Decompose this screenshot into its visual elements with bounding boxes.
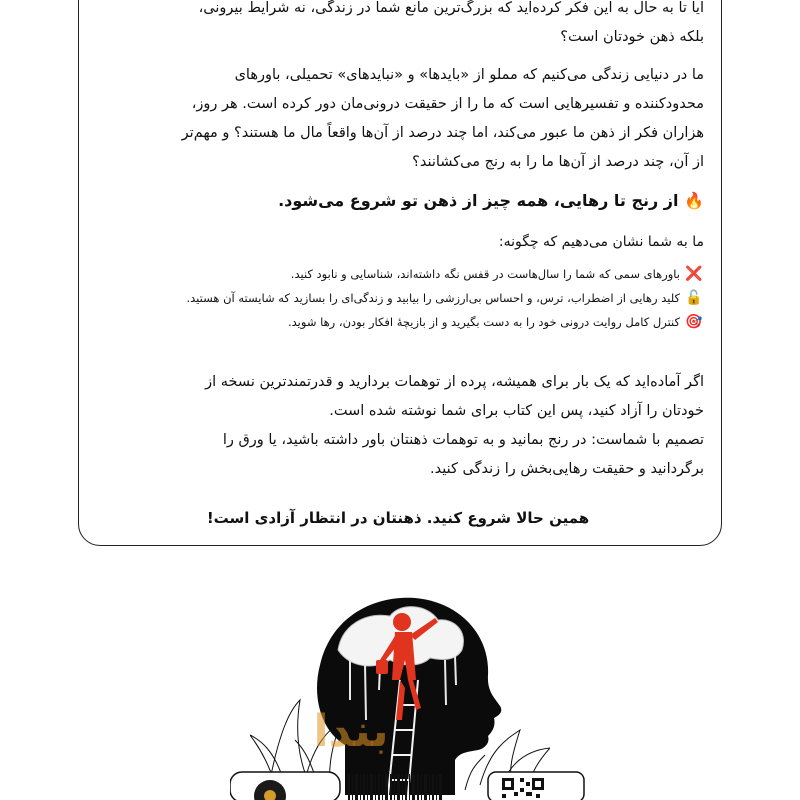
- brand-watermark: ﺑﻨﺪﺍ: [313, 706, 389, 757]
- cross-mark-icon: ❌: [685, 266, 703, 282]
- section-heading: [92, 191, 704, 210]
- list-lead: ما به شما نشان می‌دهیم که چگونه:: [498, 234, 704, 250]
- unlock-icon: 🔓: [685, 290, 703, 306]
- list-item: [92, 262, 704, 286]
- barcode-icon: [348, 774, 442, 800]
- target-icon: 🎯: [685, 314, 703, 330]
- intro-line: بلکه ذهن خودتان است؟: [560, 29, 704, 45]
- list-item: [92, 310, 704, 334]
- fire-icon: 🔥: [684, 191, 704, 210]
- paragraph-line: خودتان را آزاد کنید، پس این کتاب برای شما نوشته شده است.: [329, 403, 704, 419]
- list-item-text: کنترل کامل روایت درونی خود را به دست بگیرید و از بازیچهٔ افکار بودن، رها شوید.: [287, 315, 680, 329]
- paragraph-line: ما در دنیایی زندگی می‌کنیم که مملو از «بایدها» و «نبایدهای» تحمیلی، باورهای: [234, 67, 704, 83]
- list-item-text: باورهای سمی که شما را سال‌هاست در قفس نگه داشته‌اند، شناسایی و نابود کنید.: [290, 267, 680, 281]
- call-to-action-paragraph: [92, 368, 704, 484]
- intro-paragraph: [92, 0, 704, 52]
- head-illustration: [250, 580, 550, 800]
- paragraph-line: اگر آماده‌اید که یک بار برای همیشه، پرده از توهمات بردارید و قدرتمندترین نسخه از: [205, 374, 704, 390]
- bottom-strip: [230, 770, 590, 800]
- second-paragraph: [92, 61, 704, 177]
- list-item-text: کلید رهایی از اضطراب، ترس، و احساس بی‌ارزشی را بیابید و زندگی‌ای را بسازید که شایسته آن هستید.: [186, 291, 680, 305]
- benefit-list: [92, 262, 704, 334]
- paragraph-line: هزاران فکر از ذهن ما عبور می‌کند، اما چند درصد از آن‌ها واقعاً مال ما هستند؟ و مهم‌تر: [181, 125, 704, 141]
- intro-line: آیا تا به حال به این فکر کرده‌اید که بزرگ‌ترین مانع شما در زندگی، نه شرایط بیرونی،: [198, 0, 704, 16]
- paragraph-line: تصمیم با شماست: در رنج بمانید و به توهمات ذهنتان باور داشته باشید، یا ورق را: [222, 432, 704, 448]
- paragraph-line: از آن، چند درصد از آن‌ها ما را به رنج می‌کشانند؟: [412, 154, 704, 170]
- list-item: [92, 286, 704, 310]
- heading-text: از رنج تا رهایی، همه چیز از ذهن تو شروع می‌شود.: [278, 191, 679, 210]
- paragraph-line: محدودکننده و تفسیرهایی است که ما را از حقیقت درونی‌مان دور کرده است. هر روز،: [191, 96, 704, 112]
- paragraph-line: برگردانید و حقیقت رهایی‌بخش را زندگی کنید.: [430, 461, 704, 477]
- closing-line: همین حالا شروع کنید. ذهنتان در انتظار آزادی است!: [206, 509, 590, 527]
